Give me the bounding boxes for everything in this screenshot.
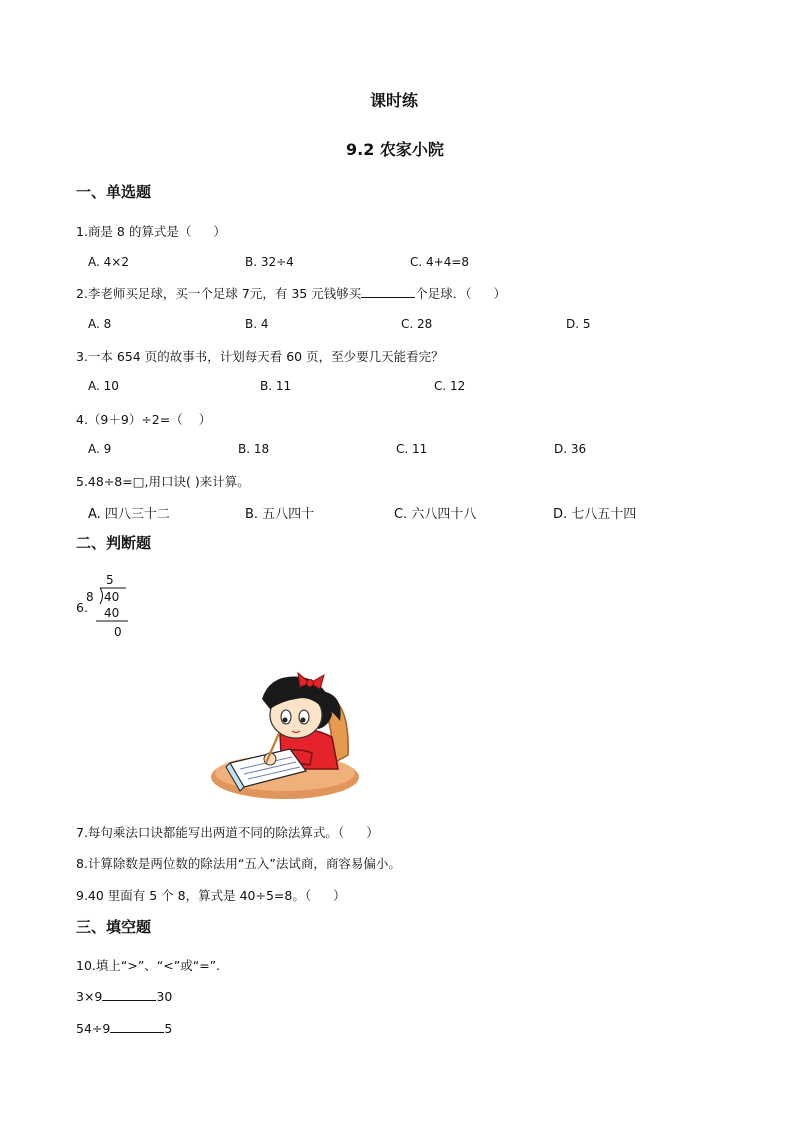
q10-line-1-left: 3×9 [76,989,103,1004]
question-9-stem: 9.40 里面有 5 个 8，算式是 40÷5=8。（ [76,888,312,903]
question-6-label: 6. [76,600,88,615]
answer-blank [110,1020,164,1033]
question-8: 8.计算除数是两位数的除法用“五入”法试商，商容易偏小。 [76,856,401,871]
q4-option-b: B. 18 [238,442,270,456]
question-1-stem: 1.商是 8 的算式是（ [76,224,192,239]
question-2-stem-end: 个足球．（ [415,286,472,301]
division-product: 40 [104,606,120,620]
q4-option-c: C. 11 [396,442,428,456]
q5-option-b: B. 五八四十 [245,507,315,522]
q2-option-b: B. 4 [245,317,269,331]
question-1 [76,222,226,240]
question-2-stem: 2.李老师买足球，买一个足球 7元，有 35 元钱够买 [76,286,362,301]
q3-option-b: B. 11 [260,379,292,393]
question-7 [76,823,379,841]
section-heading-single-choice: 一、单选题 [76,183,152,201]
q10-line-2 [76,1020,172,1036]
question-2-paren-close: ） [493,286,506,301]
question-10: 10.填上“>”、“<”或“=”. [76,958,221,973]
answer-blank [361,285,415,298]
q5-option-d: D. 七八五十四 [553,507,637,522]
division-remainder: 0 [114,625,122,639]
division-quotient: 5 [106,573,114,587]
question-5: 5.48÷8=□,用口诀( )来计算。 [76,474,250,489]
q4-option-a: A. 9 [88,442,112,456]
question-3: 3.一本 654 页的故事书，计划每天看 60 页，至少要几天能看完？ [76,349,444,364]
q2-option-a: A. 8 [88,317,112,331]
q1-option-b: B. 32÷4 [245,255,294,269]
girl-writing-illustration [210,665,360,805]
q10-line-2-left: 54÷9 [76,1021,111,1036]
question-7-paren-close: ） [366,825,379,840]
division-divisor: 8 [86,590,94,604]
q3-option-c: C. 12 [434,379,466,393]
question-7-stem: 7.每句乘法口诀都能写出两道不同的除法算式。（ [76,825,345,840]
q1-option-a: A. 4×2 [88,255,129,269]
q10-line-1-right: 30 [156,989,173,1004]
lesson-title: 9.2 农家小院 [346,140,444,159]
answer-blank [102,988,156,1001]
q10-line-1 [76,988,172,1004]
q2-option-c: C. 28 [401,317,433,331]
q1-option-c: C. 4+4=8 [410,255,470,269]
question-2 [76,284,506,302]
q10-line-2-right: 5 [164,1021,173,1036]
page-title: 课时练 [370,91,419,110]
section-heading-true-false: 二、判断题 [76,534,152,552]
question-9 [76,886,346,904]
q5-option-c: C. 六八四十八 [394,507,477,522]
question-4-paren-close: ） [198,412,212,427]
q3-option-a: A. 10 [88,379,119,393]
q5-option-a: A. 四八三十二 [88,507,170,522]
question-4-stem: 4.（9＋9）÷2=（ [76,412,183,427]
section-heading-fill-in: 三、填空题 [76,918,152,936]
question-1-paren-close: ） [213,224,226,239]
division-dividend: 40 [104,590,120,604]
q4-option-d: D. 36 [554,442,587,456]
question-9-paren-close: ） [333,888,346,903]
q2-option-d: D. 5 [566,317,591,331]
question-4 [76,410,211,428]
long-division-figure [84,570,134,642]
